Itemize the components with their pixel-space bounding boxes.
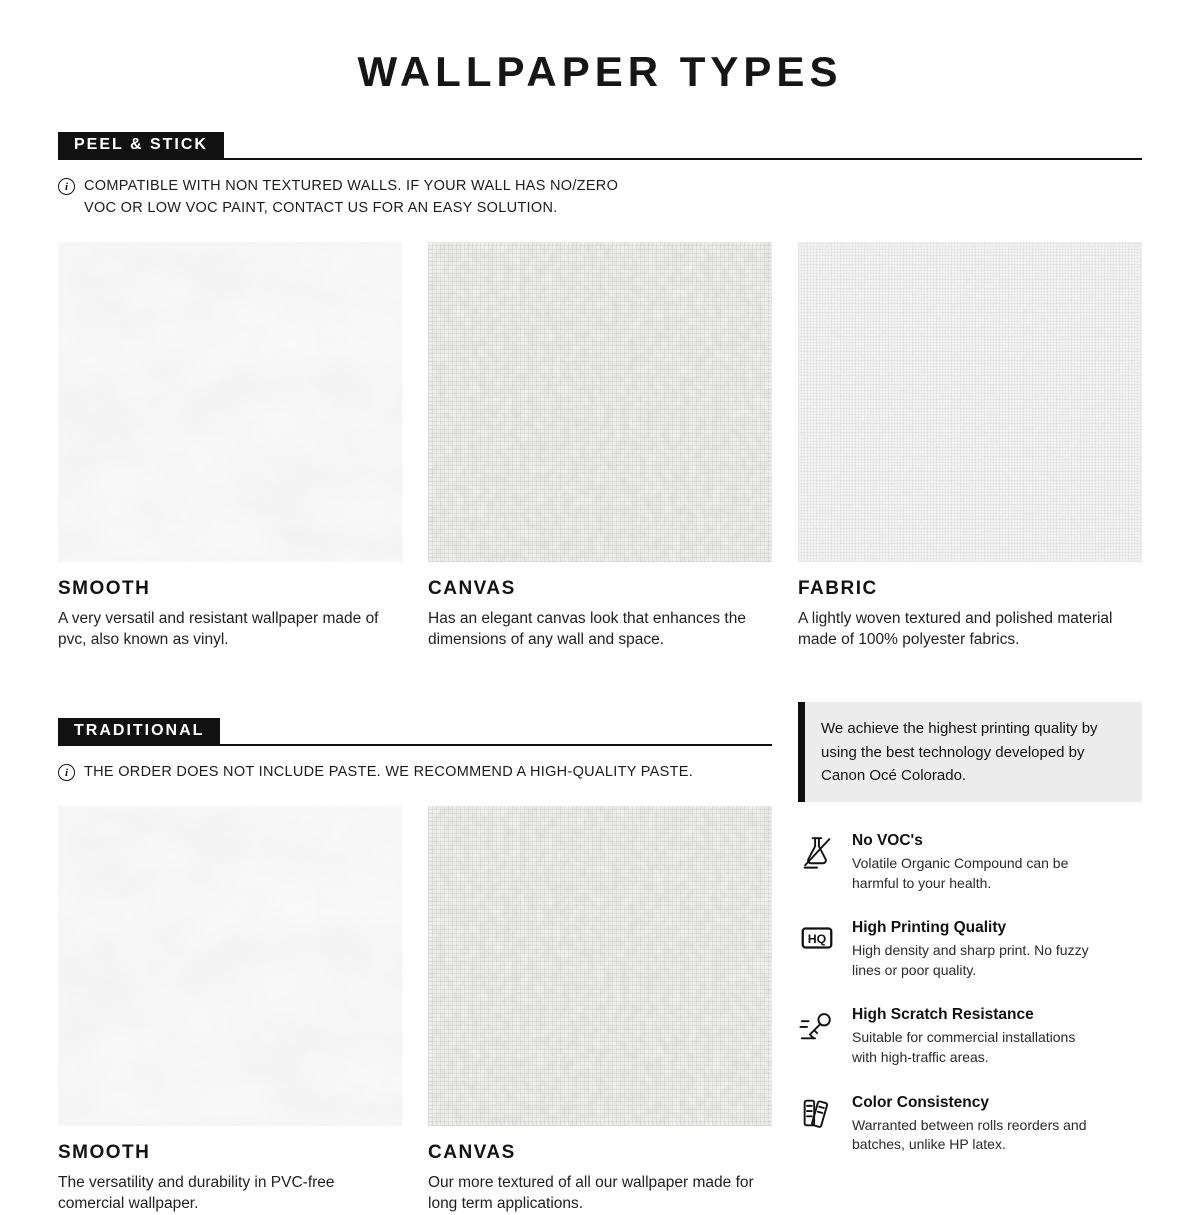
feature-scratch-resistance (798, 1006, 1142, 1067)
traditional-note (58, 762, 772, 784)
feature-title: High Printing Quality (852, 919, 1007, 937)
quality-statement: We achieve the highest printing quality by using the best technology developed by Canon Océ Colorado. (798, 702, 1142, 802)
section-label-peel-stick: PEEL & STICK (58, 132, 224, 158)
section-label-traditional: TRADITIONAL (58, 718, 220, 744)
note-text: THE ORDER DOES NOT INCLUDE PASTE. WE RECOMMEND A HIGH-QUALITY PASTE. (84, 764, 694, 781)
feature-high-printing-quality (798, 919, 1142, 980)
feature-list (798, 832, 1142, 1155)
section-header-traditional (58, 718, 772, 746)
swatch-description: A very versatil and resistant wallpaper made of pvc, also known as vinyl. (58, 609, 379, 648)
scratch-resistance-icon (798, 1006, 838, 1049)
swatch-description: Our more textured of all our wallpaper made for long term applications. (428, 1174, 754, 1213)
feature-title: No VOC's (852, 832, 923, 849)
bottom-section (58, 682, 1142, 1215)
canvas-texture-image (428, 806, 772, 1126)
swatch-description: Has an elegant canvas look that enhances the dimensions of any wall and space. (428, 609, 746, 648)
info-icon: i (58, 764, 75, 781)
peel-stick-note (58, 176, 1142, 220)
no-voc-icon (798, 832, 838, 875)
feature-description: Suitable for commercial installations with high-traffic areas. (852, 1029, 1076, 1065)
swatch-description: A lightly woven textured and polished material made of 100% polyester fabrics. (798, 609, 1113, 648)
hq-icon-label: HQ (807, 932, 827, 947)
feature-description: Volatile Organic Compound can be harmful to your health. (852, 855, 1069, 891)
canvas-texture-image (428, 242, 772, 562)
traditional-swatches (58, 806, 772, 1215)
quality-column (798, 682, 1142, 1215)
color-consistency-icon (798, 1094, 838, 1137)
swatch-description: The versatility and durability in PVC-free comercial wallpaper. (58, 1174, 335, 1213)
note-text: COMPATIBLE WITH NON TEXTURED WALLS. IF YOUR WALL HAS NO/ZERO VOC OR LOW VOC PAINT, CONTACT US FOR AN EASY SOLUTION. (84, 178, 619, 216)
swatch-title: CANVAS (428, 1142, 516, 1163)
swatch-card-canvas (428, 242, 772, 651)
feature-title: High Scratch Resistance (852, 1006, 1034, 1024)
feature-title: Color Consistency (852, 1093, 989, 1111)
peel-stick-swatches (58, 242, 1142, 651)
swatch-title: CANVAS (428, 577, 516, 599)
traditional-section (58, 682, 772, 1215)
feature-description: Warranted between rolls reorders and batches, unlike HP latex. (852, 1116, 1087, 1153)
feature-description: High density and sharp print. No fuzzy lines or poor quality. (852, 942, 1089, 978)
feature-no-voc (798, 832, 1142, 893)
page-title: WALLPAPER TYPES (357, 48, 843, 95)
swatch-card-fabric (798, 242, 1142, 651)
swatch-title: SMOOTH (58, 1142, 151, 1163)
swatch-card-smooth (58, 806, 402, 1215)
hq-icon (798, 919, 838, 962)
fabric-texture-image (798, 242, 1142, 562)
section-header-peel-stick (58, 132, 1142, 160)
swatch-title: FABRIC (798, 577, 878, 599)
info-icon: i (58, 178, 75, 195)
swatch-title: SMOOTH (58, 577, 151, 599)
smooth-texture-image (58, 806, 402, 1126)
swatch-card-smooth (58, 242, 402, 651)
swatch-card-canvas (428, 806, 772, 1215)
smooth-texture-image (58, 242, 402, 562)
feature-color-consistency (798, 1094, 1142, 1155)
